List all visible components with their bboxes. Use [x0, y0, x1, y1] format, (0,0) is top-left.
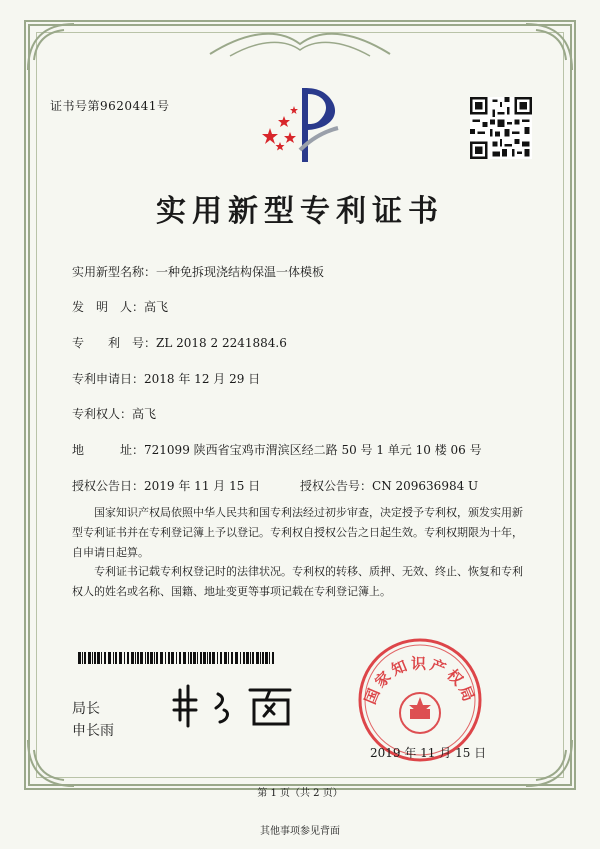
utility-model-name-row — [72, 263, 324, 280]
field-label: 地 址： — [72, 443, 145, 457]
director-title: 局长 — [72, 701, 100, 717]
inventor-row — [72, 298, 168, 315]
grant-number-row — [300, 477, 478, 494]
utility-model-name: 一种免拆现浇结构保温一体模板 — [156, 265, 325, 279]
page-indicator: 第 1 页（共 2 页） — [257, 788, 343, 799]
statement-text: 专利证书记载专利权登记时的法律状况。专利权的转移、质押、无效、终止、恢复和专利权人的姓名或名称、国籍、地址变更等事项记载在专利登记簿上。 — [72, 565, 523, 598]
patentee-name: 高飞 — [132, 407, 157, 421]
footer-note: 其他事项参见背面 — [260, 826, 340, 837]
address: 721099 陕西省宝鸡市渭滨区经二路 50 号 1 单元 10 楼 06 号 — [144, 443, 482, 457]
seal-date: 2019 年 11 月 15 日 — [370, 746, 487, 760]
field-label: 专 利 号： — [72, 336, 157, 350]
statement-paragraph-2 — [72, 562, 532, 602]
filing-date: 2018 年 12 月 29 日 — [144, 372, 261, 386]
certificate-number: 证书号第9620441号 — [50, 99, 170, 113]
patentee-row — [72, 405, 156, 422]
director-name: 申长雨 — [72, 723, 114, 739]
patent-number: ZL 2018 2 2241884.6 — [156, 336, 287, 350]
filing-date-row — [72, 370, 260, 387]
director-signature — [170, 680, 310, 730]
top-ornament — [200, 24, 400, 64]
grant-date-row — [72, 477, 260, 494]
field-label: 授权公告号： — [300, 479, 373, 493]
grant-date: 2019 年 11 月 15 日 — [144, 479, 261, 493]
patent-number-row — [72, 334, 287, 351]
address-row — [72, 441, 482, 458]
statement-paragraph-1 — [72, 503, 532, 563]
barcode — [78, 652, 278, 664]
statement-text: 国家知识产权局依照中华人民共和国专利法经过初步审查，决定授予专利权，颁发实用新型专利证书并在专利登记簿上予以登记。专利权自授权公告之日起生效。专利权期限为十年，自申请日起算。 — [72, 506, 523, 559]
qr-code — [470, 97, 532, 159]
svg-text:国家知识产权局: 国家知识产权局 — [361, 654, 479, 707]
field-label: 授权公告日： — [72, 479, 145, 493]
corner-ornament — [24, 20, 84, 80]
cnipa-logo — [250, 80, 350, 170]
corner-ornament — [516, 730, 576, 790]
certificate-title: 实用新型专利证书 — [156, 194, 444, 229]
field-label: 专利申请日： — [72, 372, 145, 386]
field-label: 专利权人： — [72, 407, 133, 421]
corner-ornament — [516, 20, 576, 80]
grant-number: CN 209636984 U — [372, 479, 479, 493]
inventor-name: 高飞 — [144, 300, 169, 314]
field-label: 实用新型名称： — [72, 265, 157, 279]
field-label: 发 明 人： — [72, 300, 145, 314]
